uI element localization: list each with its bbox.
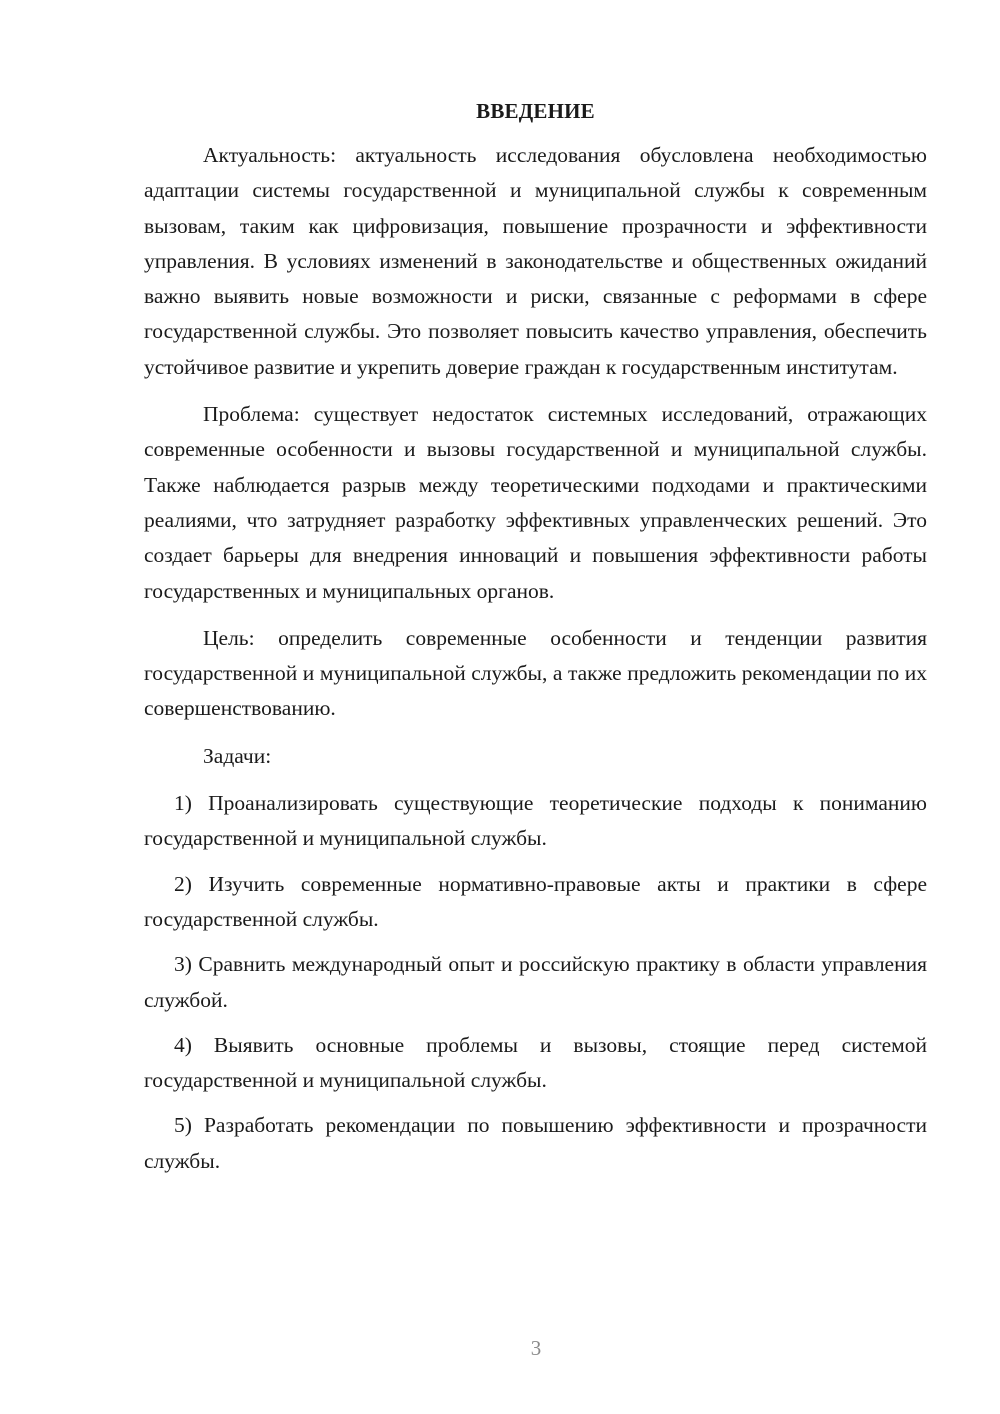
task-item-1: 1) Проанализировать существующие теоретические подходы к пониманию государственной и муниципальной службы. [144, 791, 927, 851]
paragraph-problem: Проблема: существует недостаток системных исследований, отражающих современные особенности и вызовы государственной и муниципальной службы. Также наблюдается разрыв между теоретическими подходами и практическими реалиями, что затрудняет разработку эффективных управленческих решений. Это создает барьеры для внедрения инноваций и повышения эффективности работы государственных и муниципальных органов. [144, 402, 927, 603]
task-item-4: 4) Выявить основные проблемы и вызовы, стоящие перед системой государственной и муниципальной службы. [144, 1032, 927, 1093]
task-item-5: 5) Разработать рекомендации по повышению эффективности и прозрачности службы. [144, 1113, 927, 1173]
page-number: 3 [530, 1336, 542, 1360]
task-item-3: 3) Сравнить международный опыт и российскую практику в области управления службой. [144, 952, 927, 1012]
document-page [144, 96, 927, 1189]
paragraph-goal: Цель: определить современные особенности и тенденции развития государственной и муниципальной службы, а также предложить рекомендации по их совершенствованию. [144, 625, 927, 721]
section-title: ВВЕДЕНИЕ [476, 99, 595, 123]
task-item-2: 2) Изучить современные нормативно-правовые акты и практики в сфере государственной службы. [144, 871, 927, 931]
paragraph-tasks-heading: Задачи: [203, 743, 272, 768]
paragraph-relevance: Актуальность: актуальность исследования обусловлена необходимостью адаптации системы государственной и муниципальной службы к современным вызовам, таким как цифровизация, повышение прозрачности и эффективности управления. В условиях изменений в законодательстве и общественных ожиданий важно выявить новые возможности и риски, связанные с реформами в сфере государственной службы. Это позволяет повысить качество управления, обеспечить устойчивое развитие и укрепить доверие граждан к государственным институтам. [144, 143, 927, 379]
